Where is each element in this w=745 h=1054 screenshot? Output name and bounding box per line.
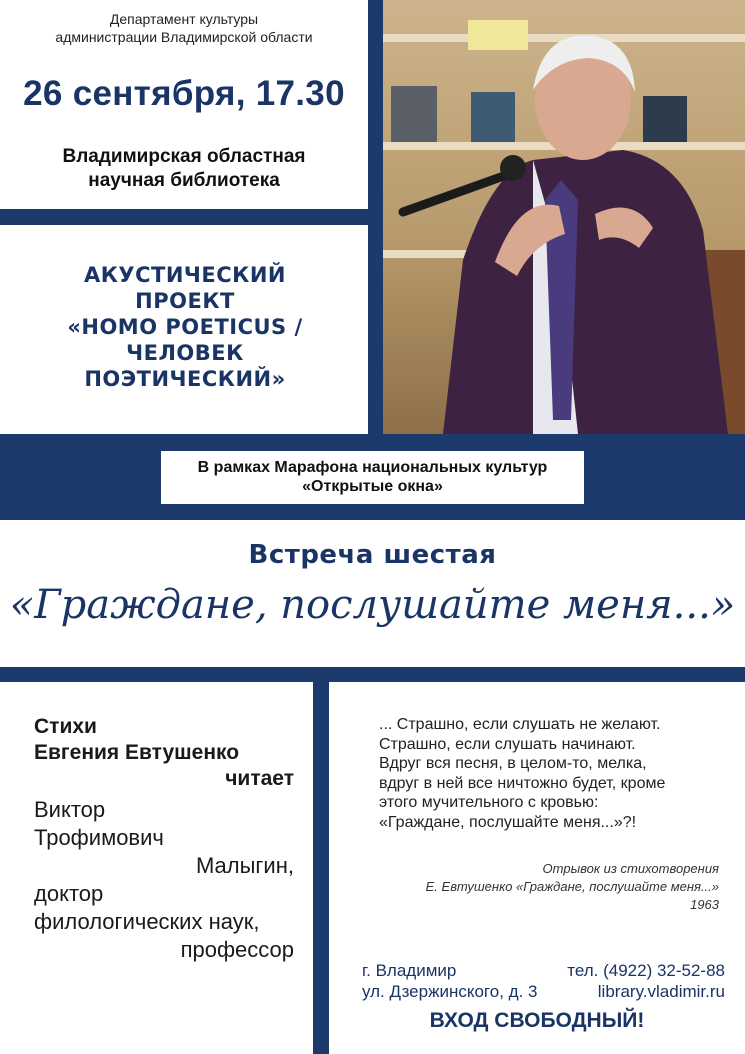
venue-line-2: научная библиотека — [88, 170, 280, 191]
meeting-number: Встреча шестая — [248, 540, 497, 570]
event-date-time: 26 сентября, 17.30 — [23, 74, 345, 113]
city: г. Владимир — [362, 961, 457, 980]
poem-source — [349, 860, 719, 914]
department-name — [0, 10, 368, 46]
meeting-title: «Граждане, послушайте меня...» — [9, 582, 736, 628]
source-year: 1963 — [690, 897, 719, 912]
marathon-text — [161, 458, 584, 496]
meeting-panel — [0, 520, 745, 667]
free-admission: ВХОД СВОБОДНЫЙ! — [429, 1009, 645, 1032]
reader-degree-2: филологических наук, — [34, 909, 260, 934]
venue-line-1: Владимирская областная — [62, 146, 306, 167]
reader-first-name: Виктор — [34, 797, 106, 822]
reader-panel — [0, 682, 313, 1054]
address: ул. Дзержинского, д. 3 — [362, 982, 538, 1001]
poet-name: Евгения Евтушенко — [34, 741, 240, 764]
reader-degree-1: доктор — [34, 881, 104, 906]
marathon-box — [161, 451, 584, 504]
verse-line: Страшно, если слушать начинают. — [379, 735, 636, 753]
marathon-line-1: В рамках Марафона национальных культур — [197, 459, 548, 476]
poem-excerpt — [379, 715, 739, 832]
source-line-1: Отрывок из стихотворения — [542, 861, 719, 876]
project-line-2: ПРОЕКТ — [135, 289, 235, 313]
verse-line: ... Страшно, если слушать не желают. — [379, 716, 661, 733]
reads-label: читает — [225, 767, 294, 790]
project-line-4: ЧЕЛОВЕК — [126, 341, 244, 365]
project-line-5: ПОЭТИЧЕСКИЙ» — [84, 367, 286, 391]
verse-line: Вдруг вся песня, в целом-то, мелка, — [379, 755, 647, 772]
project-line-3: «HOMO POETICUS / — [67, 315, 303, 339]
source-line-2: Е. Евтушенко «Граждане, послушайте меня...» — [425, 879, 719, 894]
header-panel — [0, 0, 368, 209]
event-venue — [0, 145, 368, 193]
verse-line: вдруг в ней все ничтожно будет, кроме — [379, 774, 666, 792]
project-line-1: АКУСТИЧЕСКИЙ — [84, 263, 286, 287]
poet-figure — [383, 0, 745, 434]
marathon-line-2: «Открытые окна» — [302, 478, 443, 495]
contacts — [362, 960, 725, 1002]
reader-last-name: Малыгин, — [195, 853, 294, 878]
phone: тел. (4922) 32-52-88 — [567, 961, 725, 980]
verse-line: этого мучительного с кровью: — [379, 794, 599, 811]
reader-info — [34, 714, 294, 964]
project-title — [20, 262, 350, 392]
reader-patronymic: Трофимович — [34, 825, 164, 850]
website: library.vladimir.ru — [597, 982, 725, 1001]
department-line-1: Департамент культуры — [109, 11, 259, 27]
quote-panel — [329, 682, 745, 1054]
poet-photo — [383, 0, 745, 434]
verse-line: «Граждане, послушайте меня...»?! — [379, 813, 637, 831]
poems-label: Стихи — [34, 715, 97, 738]
reader-title: профессор — [180, 937, 294, 962]
department-line-2: администрации Владимирской области — [55, 29, 313, 45]
